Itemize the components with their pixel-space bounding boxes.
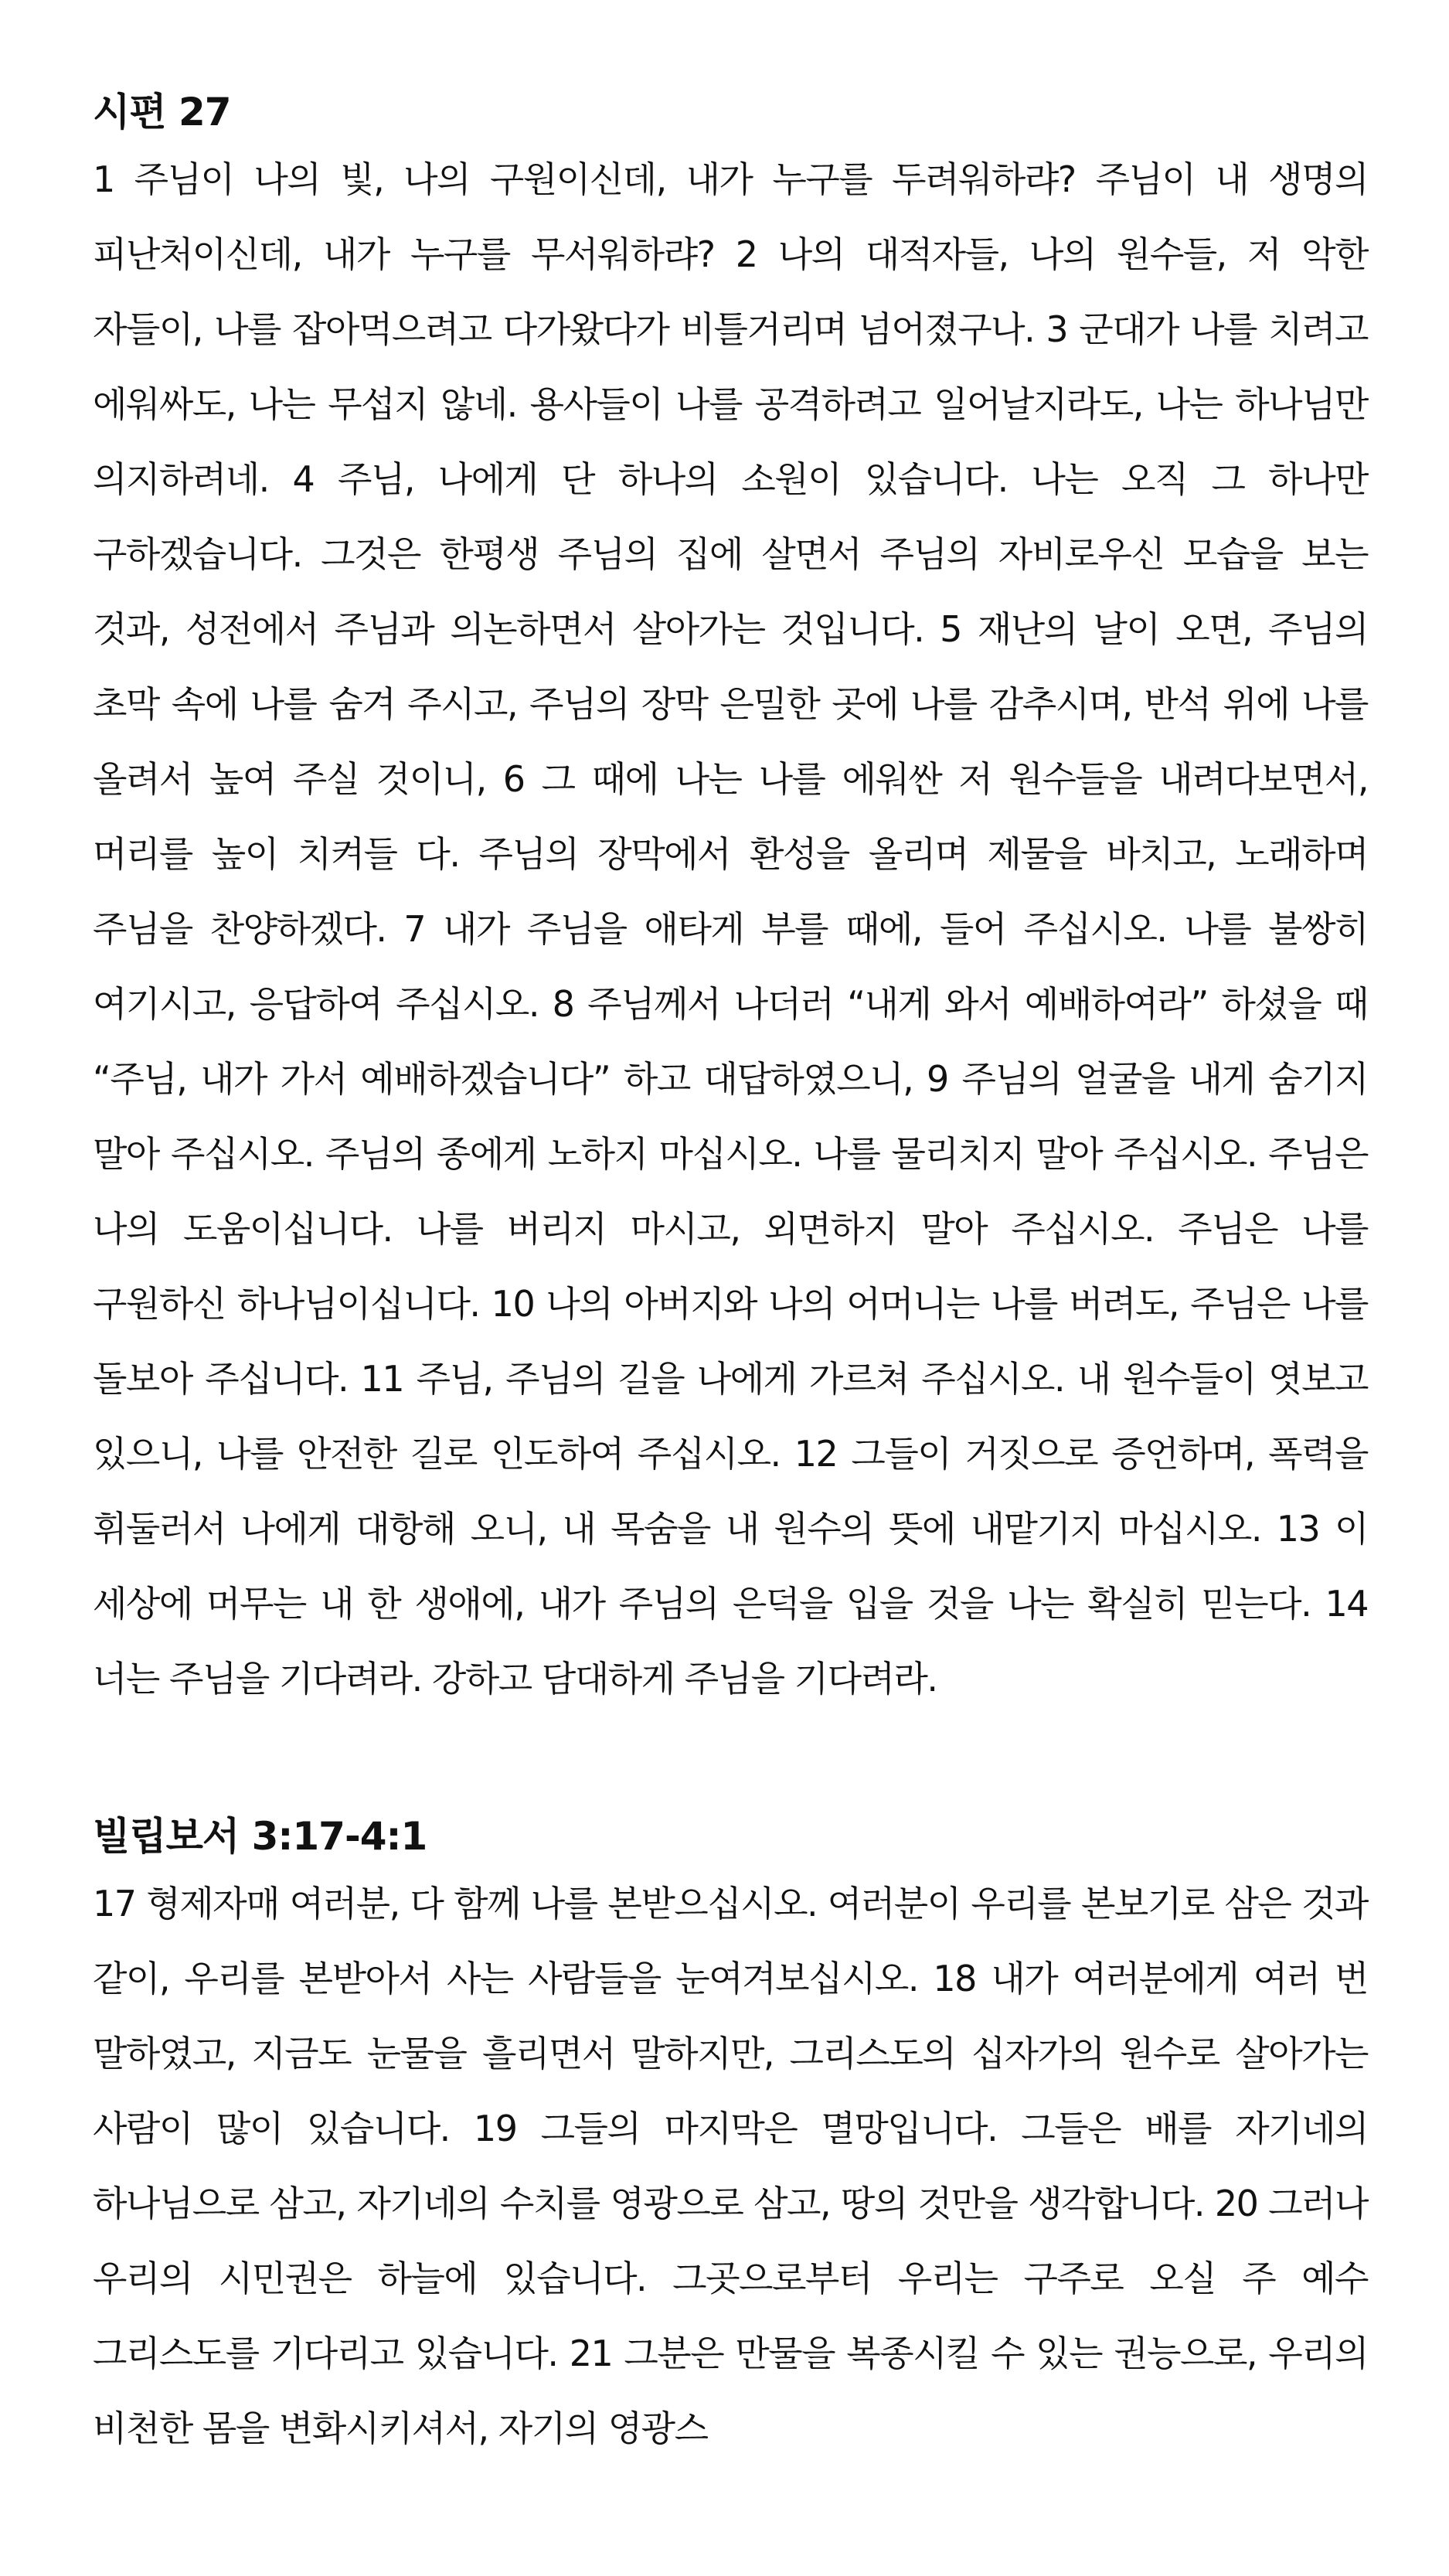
psalm-section: [93, 85, 1368, 1717]
philippians-section: [93, 1809, 1368, 2466]
passage-text: 17 형제자매 여러분, 다 함께 나를 본받으십시오. 여러분이 우리를 본보기로 삼은 것과 같이, 우리를 본받아서 사는 사람들을 눈여겨보십시오. 18 내가 여러분에게 여러 번 말하였고, 지금도 눈물을 흘리면서 말하지만, 그리스도의 십자가의 원수로 살아가는 사람이 많이 있습니다. 19 그들의 마지막은 멸망입니다. 그들은 배를 자기네의 하나님으로 삼고, 자기네의 수치를 영광으로 삼고, 땅의 것만을 생각합니다. 20 그러나 우리의 시민권은 하늘에 있습니다. 그곳으로부터 우리는 구주로 오실 주 예수 그리스도를 기다리고 있습니다. 21 그분은 만물을 복종시킬 수 있는 권능으로, 우리의 비천한 몸을 변화시키셔서, 자기의 영광스: [93, 1883, 1368, 2449]
passage-text: 1 주님이 나의 빛, 나의 구원이신데, 내가 누구를 두려워하랴? 주님이 내 생명의 피난처이신데, 내가 누구를 무서워하랴? 2 나의 대적자들, 나의 원수들, 저 악한 자들이, 나를 잡아먹으려고 다가왔다가 비틀거리며 넘어졌구나. 3 군대가 나를 치려고 에워싸도, 나는 무섭지 않네. 용사들이 나를 공격하려고 일어날지라도, 나는 하나님만 의지하려네. 4 주님, 나에게 단 하나의 소원이 있습니다. 나는 오직 그 하나만 구하겠습니다. 그것은 한평생 주님의 집에 살면서 주님의 자비로우신 모습을 보는 것과, 성전에서 주님과 의논하면서 살아가는 것입니다. 5 재난의 날이 오면, 주님의 초막 속에 나를 숨겨 주시고, 주님의 장막 은밀한 곳에 나를 감추시며, 반석 위에 나를 올려서 높여 주실 것이니, 6 그 때에 나는 나를 에워싼 저 원수들을 내려다보면서, 머리를 높이 치켜들 다. 주님의 장막에서 환성을 올리며 제물을 바치고, 노래하며 주님을 찬양하겠다. 7 내가 주님을 애타게 부를 때에, 들어 주십시오. 나를 불쌍히 여기시고, 응답하여 주십시오. 8 주님께서 나더러 “내게 와서 예배하여라” 하셨을 때 “주님, 내가 가서 예배하겠습니다” 하고 대답하였으니, 9 주님의 얼굴을 내게 숨기지 말아 주십시오. 주님의 종에게 노하지 마십시오. 나를 물리치지 말아 주십시오. 주님은 나의 도움이십니다. 나를 버리지 마시고, 외면하지 말아 주십시오. 주님은 나를 구원하신 하나님이십니다. 10 나의 아버지와 나의 어머니는 나를 버려도, 주님은 나를 돌보아 주십니다. 11 주님, 주님의 길을 나에게 가르쳐 주십시오. 내 원수들이 엿보고 있으니, 나를 안전한 길로 인도하여 주십시오. 12 그들이 거짓으로 증언하며, 폭력을 휘둘러서 나에게 대항해 오니, 내 목숨을 내 원수의 뜻에 내맡기지 마십시오. 13 이 세상에 머무는 내 한 생애에, 내가 주님의 은덕을 입을 것을 나는 확실히 믿는다. 14 너는 주님을 기다려라. 강하고 담대하게 주님을 기다려라.: [93, 158, 1368, 1700]
document-page: [93, 85, 1368, 2466]
section-title: 빌립보서 3:17-4:1: [93, 1814, 427, 1859]
section-spacer: [93, 1717, 1368, 1809]
section-title: 시편 27: [93, 90, 231, 134]
